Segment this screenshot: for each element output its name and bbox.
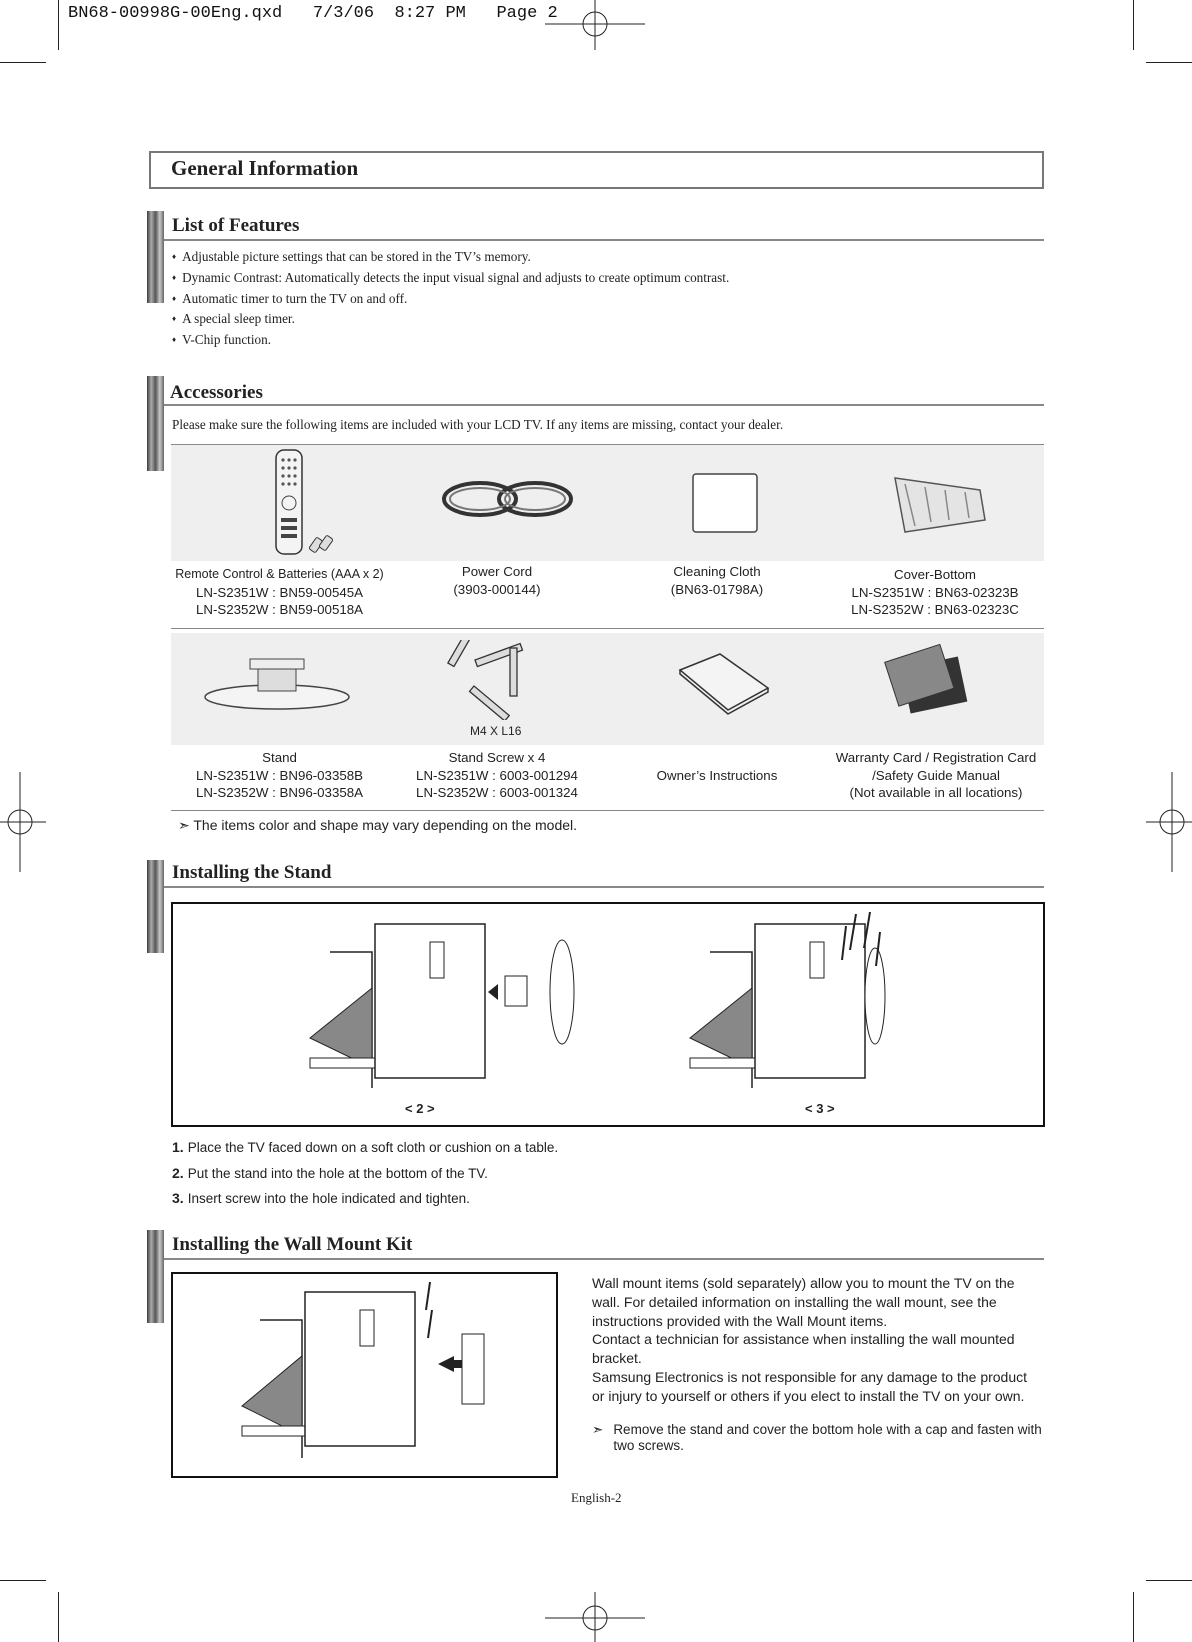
list-item: 1. Place the TV faced down on a soft cloth or cushion on a table. <box>172 1139 559 1155</box>
accessory-power-cord: Power Cord (3903-000144) <box>453 564 541 597</box>
stand-step-2-illustration <box>300 918 600 1088</box>
accessory-warranty-card: Warranty Card / Registration Card /Safety Guide Manual (Not available in all locations) <box>835 750 1037 800</box>
list-item: ♦ Adjustable picture settings that can be stored in the TV’s memory. <box>172 248 729 269</box>
page-title: General Information <box>171 156 359 180</box>
divider <box>171 444 1044 445</box>
accessories-note: ➣ The items color and shape may vary depending on the model. <box>178 817 578 833</box>
power-cord-icon <box>440 465 580 535</box>
accessory-cover-bottom: Cover-Bottom LN-S2351W : BN63-02323B LN-S2352W : BN63-02323C <box>851 567 1019 617</box>
note-arrow-icon: ➣ <box>592 1421 604 1437</box>
accessory-stand-screw: Stand Screw x 4 LN-S2351W : 6003-001294 LN-S2352W : 6003-001324 <box>416 750 578 800</box>
crop-mark <box>1133 1592 1134 1642</box>
stand-icon <box>200 655 355 715</box>
note-arrow-icon: ➣ <box>178 817 190 833</box>
figure-label-3: < 3 > <box>805 1101 835 1116</box>
warranty-card-icon <box>880 644 990 719</box>
remote-control-icon <box>268 448 348 558</box>
section-bar <box>147 211 164 303</box>
section-bar <box>147 860 164 953</box>
crop-mark <box>0 62 46 63</box>
list-item: ♦ V-Chip function. <box>172 331 729 352</box>
accessory-cleaning-cloth: Cleaning Cloth (BN63-01798A) <box>670 564 764 597</box>
screw-size-label: M4 X L16 <box>470 724 522 738</box>
section-bar <box>147 1230 164 1323</box>
section-rule <box>164 886 1044 888</box>
wall-description: Wall mount items (sold separately) allow you to mount the TV on the wall. For detailed information on installing the wall mount, see the instructions provided with the Wall Mount items. Contact a technician for assistance when installing the wall mounted bracket. Samsung Electronics is not responsible for any damage to the product or injury to yourself or others if you elect to install the TV on your own. ➣ Remove the stand and cover the bottom hole with a cap and fasten with two screws. <box>592 1275 1042 1453</box>
list-item: 3. Insert screw into the hole indicated and tighten. <box>172 1190 470 1206</box>
section-rule <box>164 1258 1044 1260</box>
divider <box>171 810 1044 811</box>
list-item: ♦ Dynamic Contrast: Automatically detects the input visual signal and adjusts to create optimum contrast. <box>172 269 729 290</box>
accessory-stand: Stand LN-S2351W : BN96-03358B LN-S2352W : BN96-03358A <box>195 750 364 800</box>
wall-title: Installing the Wall Mount Kit <box>172 1234 413 1255</box>
crop-mark <box>58 0 59 50</box>
crop-mark <box>58 1592 59 1642</box>
accessories-intro: Please make sure the following items are included with your LCD TV. If any items are missing, contact your dealer. <box>172 417 784 432</box>
page-number: English-2 <box>571 1490 622 1505</box>
registration-mark-right <box>1146 772 1192 872</box>
stand-steps <box>172 1135 558 1212</box>
manual-book-icon <box>676 648 776 718</box>
crop-mark <box>0 1580 46 1581</box>
accessories-title: Accessories <box>170 382 263 403</box>
registration-mark-left <box>0 772 46 872</box>
divider <box>171 628 1044 629</box>
crop-mark <box>1146 62 1192 63</box>
stand-step-3-illustration <box>680 910 910 1090</box>
cleaning-cloth-icon <box>685 468 765 538</box>
features-title: List of Features <box>172 215 300 236</box>
registration-mark-bottom <box>545 1592 645 1642</box>
crop-mark <box>1146 1580 1192 1581</box>
figure-label-2: < 2 > <box>405 1101 435 1116</box>
registration-mark-top <box>545 0 645 50</box>
crop-mark <box>1133 0 1134 50</box>
wall-note: ➣ Remove the stand and cover the bottom hole with a cap and fasten with two screws. <box>592 1421 1042 1453</box>
wall-mount-illustration <box>240 1280 500 1460</box>
list-item: 2. Put the stand into the hole at the bottom of the TV. <box>172 1164 488 1181</box>
features-list <box>172 248 729 352</box>
list-item: ♦ Automatic timer to turn the TV on and off. <box>172 290 729 311</box>
screws-icon <box>440 640 550 720</box>
accessory-remote: Remote Control & Batteries (AAA x 2) LN-S2351W : BN59-00545A LN-S2352W : BN59-00518A <box>175 567 384 617</box>
stand-title: Installing the Stand <box>172 862 332 883</box>
section-rule <box>164 239 1044 241</box>
section-rule <box>164 404 1044 406</box>
accessory-owners-instructions: Owner’s Instructions <box>656 768 778 783</box>
section-bar <box>147 376 164 471</box>
list-item: ♦ A special sleep timer. <box>172 310 729 331</box>
file-slug: BN68-00998G-00Eng.qxd 7/3/06 8:27 PM Page 2 <box>68 4 558 23</box>
cover-bottom-icon <box>885 470 995 540</box>
